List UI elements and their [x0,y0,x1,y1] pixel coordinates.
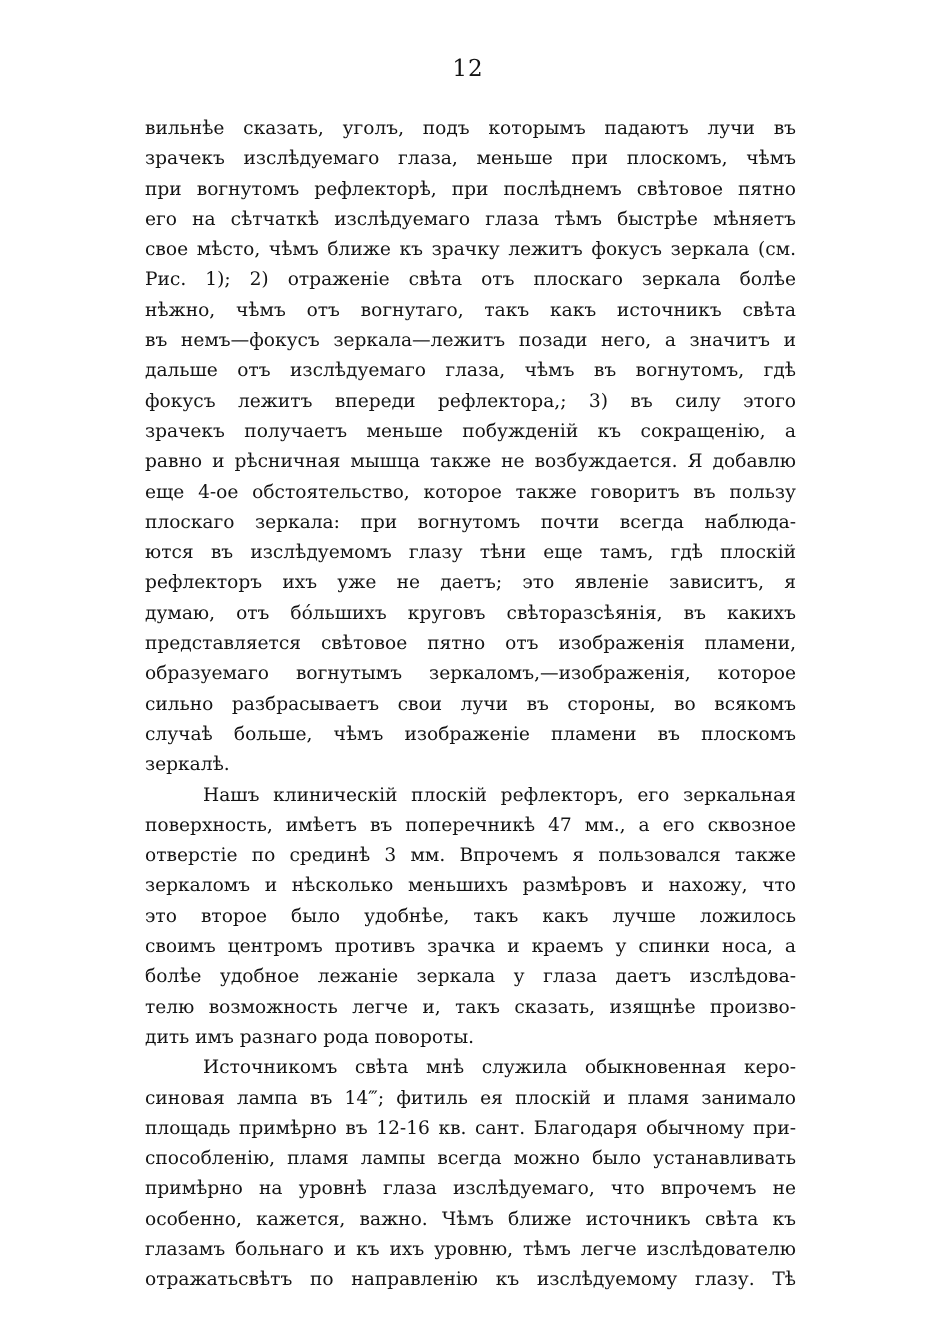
paragraph-3 [145,1053,796,1295]
text-line: зрачекъ изслѣдуемаго глаза, меньше при плоскомъ, чѣмъ [145,148,796,170]
text-line: площадь примѣрно въ 12-16 кв. сант. Благодаря обычному при- [145,1117,796,1139]
text-line: своимъ центромъ противъ зрачка и краемъ у спинки носа, а [145,936,796,958]
text-line: въ немъ—фокусъ зеркала—лежитъ позади него, а значитъ и [145,330,796,352]
text-line: равно и рѣсничная мышца также не возбуждается. Я добавлю [145,451,796,473]
text-line: образуемаго вогнутымъ зеркаломъ,—изображенія, которое [145,663,796,685]
text-line: свое мѣсто, чѣмъ ближе къ зрачку лежитъ фокусъ зеркала (см. [145,239,796,261]
text-line: примѣрно на уровнѣ глаза изслѣдуемаго, что впрочемъ не [145,1178,796,1200]
text-line: вильнѣе сказать, уголъ, подъ которымъ падаютъ лучи въ [145,118,796,139]
text-line: ются въ изслѣдуемомъ глазу тѣни еще тамъ, гдѣ плоскій [145,542,796,564]
text-line: дить имъ разнаго рода повороты. [145,1026,475,1048]
text-line: поверхность, имѣетъ въ поперечникѣ 47 мм., а его сквозное [145,814,796,836]
text-line: думаю, отъ бóльшихъ круговъ свѣторазсѣянія, въ какихъ [145,602,796,624]
text-line: это второе было удобнѣе, такъ какъ лучше ложилось [145,905,796,927]
text-line: зеркаломъ и нѣсколько меньшихъ размѣровъ и нахожу, что [145,875,796,897]
text-line: особенно, кажется, важно. Чѣмъ ближе источникъ свѣта къ [145,1208,796,1230]
text-line: глазамъ больнаго и къ ихъ уровню, тѣмъ легче изслѣдователю [145,1238,796,1260]
paragraph-2 [145,781,796,1054]
text-line: представляется свѣтовое пятно отъ изображенія пламени, [145,633,796,655]
page-number: 12 [452,56,484,82]
text-line: Источникомъ свѣта мнѣ служила обыкновенная керо- [203,1057,796,1079]
text-line: плоскаго зеркала: при вогнутомъ почти всегда наблюда- [145,511,796,533]
text-line: при вогнутомъ рефлекторѣ, при послѣднемъ свѣтовое пятно [145,178,796,200]
text-line: зеркалѣ. [145,754,230,776]
text-line: способленію, пламя лампы всегда можно было устанавливать [145,1148,796,1170]
text-line: телю возможность легче и, такъ сказать, изящнѣе произво- [145,996,796,1018]
text-line: дальше отъ изслѣдуемаго глаза, чѣмъ въ вогнутомъ, гдѣ [145,360,796,382]
text-line: Нашъ клиническій плоскій рефлекторъ, его зеркальная [203,784,796,806]
text-line: зрачекъ получаетъ меньше побужденій къ сокращенію, а [145,420,796,442]
body-text [145,114,796,1296]
text-line: Рис. 1); 2) отраженіе свѣта отъ плоскаго зеркала болѣе [145,269,796,291]
text-line: нѣжно, чѣмъ отъ вогнутаго, такъ какъ источникъ свѣта [145,299,796,321]
text-line: болѣе удобное лежаніе зеркала у глаза даетъ изслѣдова- [145,966,796,988]
text-line: его на сѣтчаткѣ изслѣдуемаго глаза тѣмъ быстрѣе мѣняетъ [145,208,796,230]
text-line: случаѣ больше, чѣмъ изображеніе пламени въ плоскомъ [145,723,796,745]
text-line: фокусъ лежитъ впереди рефлектора,; 3) въ силу этого [145,390,796,412]
text-line: отражатьсвѣтъ по направленію къ изслѣдуемому глазу. Тѣ [145,1269,796,1291]
text-line: рефлекторъ ихъ уже не даетъ; это явленіе зависитъ, я [145,572,796,594]
text-line: сильно разбрасываетъ свои лучи въ стороны, во всякомъ [145,693,796,715]
paragraph-1 [145,114,796,781]
text-line: отверстіе по срединѣ 3 мм. Впрочемъ я пользовался также [145,845,796,867]
text-line: синовая лампа въ 14‴; фитиль ея плоскій и пламя занимало [145,1087,796,1109]
text-line: еще 4-ое обстоятельство, которое также говоритъ въ пользу [145,481,796,503]
